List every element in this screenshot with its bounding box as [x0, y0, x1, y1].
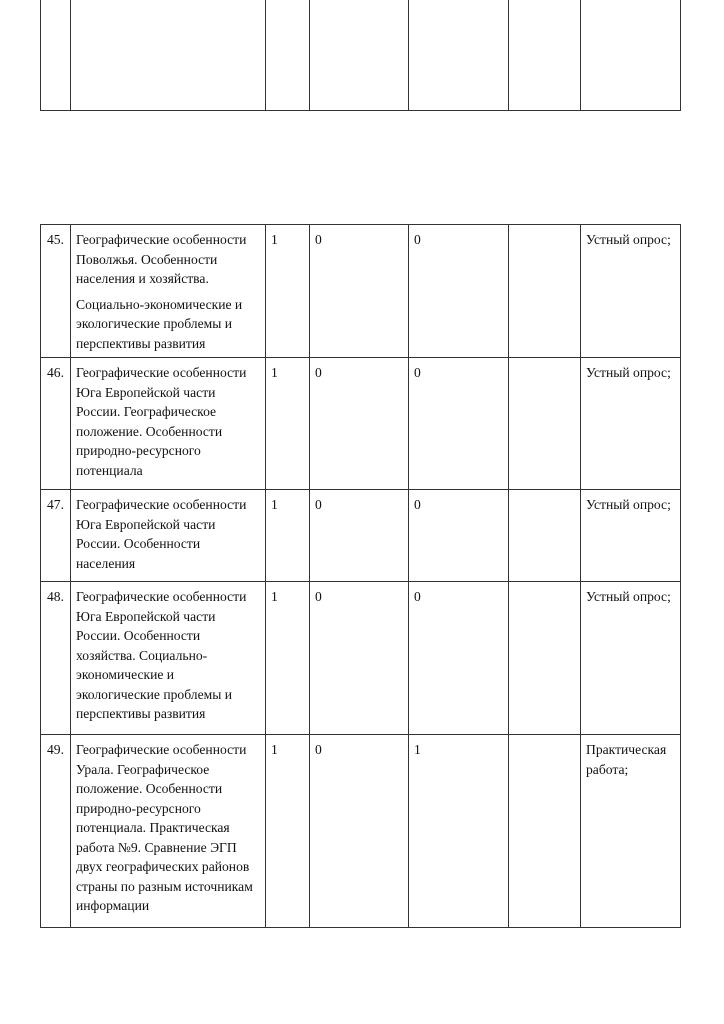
lesson-topic [71, 490, 266, 582]
table-row [41, 0, 681, 111]
row-number: 46. [41, 358, 71, 490]
hours-total: 1 [266, 225, 310, 358]
lesson-date [509, 735, 581, 928]
empty-cell [266, 0, 310, 111]
lesson-date [509, 358, 581, 490]
empty-cell [71, 0, 266, 111]
lesson-date [509, 225, 581, 358]
table-row [41, 582, 681, 735]
row-number: 47. [41, 490, 71, 582]
lesson-topic [71, 225, 266, 358]
table-row [41, 490, 681, 582]
control-form: Практическая работа; [581, 735, 681, 928]
lesson-topic-text: Географические особенности Поволжья. Особенности населения и хозяйства. [76, 232, 247, 286]
control-form: Устный опрос; [581, 582, 681, 735]
hours-control: 0 [310, 582, 409, 735]
hours-total: 1 [266, 582, 310, 735]
hours-practical: 0 [409, 582, 509, 735]
row-number: 48. [41, 582, 71, 735]
lesson-topic-text: Социально-экономические и экологические проблемы и перспективы развития [76, 296, 243, 351]
empty-cell [41, 0, 71, 111]
lesson-plan-table [40, 224, 681, 928]
lesson-date [509, 582, 581, 735]
hours-control: 0 [310, 358, 409, 490]
control-form: Устный опрос; [581, 358, 681, 490]
hours-total: 1 [266, 358, 310, 490]
hours-practical: 1 [409, 735, 509, 928]
control-form: Устный опрос; [581, 490, 681, 582]
hours-practical: 0 [409, 490, 509, 582]
hours-control: 0 [310, 735, 409, 928]
hours-practical: 0 [409, 225, 509, 358]
control-form: Устный опрос; [581, 225, 681, 358]
lesson-topic [71, 735, 266, 928]
lesson-topic [71, 582, 266, 735]
lesson-topic-text: Географические особенности Юга Европейской части России. Географическое положение. Особенности природно-ресурсного потенциала [76, 365, 247, 478]
lesson-date [509, 490, 581, 582]
table-row [41, 358, 681, 490]
lesson-topic [71, 358, 266, 490]
empty-cell [409, 0, 509, 111]
hours-practical: 0 [409, 358, 509, 490]
empty-cell [310, 0, 409, 111]
lesson-topic-text: Географические особенности Урала. Географическое положение. Особенности природно-ресурсного потенциала. Практическая работа №9. Сравнение ЭГП двух географических районов страны по разным источникам информации [76, 742, 253, 913]
previous-table-fragment [40, 0, 681, 111]
empty-cell [581, 0, 681, 111]
lesson-topic-text: Географические особенности Юга Европейской части России. Особенности хозяйства. Социально-экономические и экологические проблемы и перспективы развития [76, 589, 247, 721]
hours-total: 1 [266, 735, 310, 928]
row-number: 49. [41, 735, 71, 928]
lesson-plan-body [41, 225, 681, 928]
row-number: 45. [41, 225, 71, 358]
lesson-topic-text: Географические особенности Юга Европейской части России. Особенности населения [76, 497, 247, 571]
table-row [41, 735, 681, 928]
hours-control: 0 [310, 225, 409, 358]
hours-control: 0 [310, 490, 409, 582]
hours-total: 1 [266, 490, 310, 582]
table-row [41, 225, 681, 358]
empty-cell [509, 0, 581, 111]
